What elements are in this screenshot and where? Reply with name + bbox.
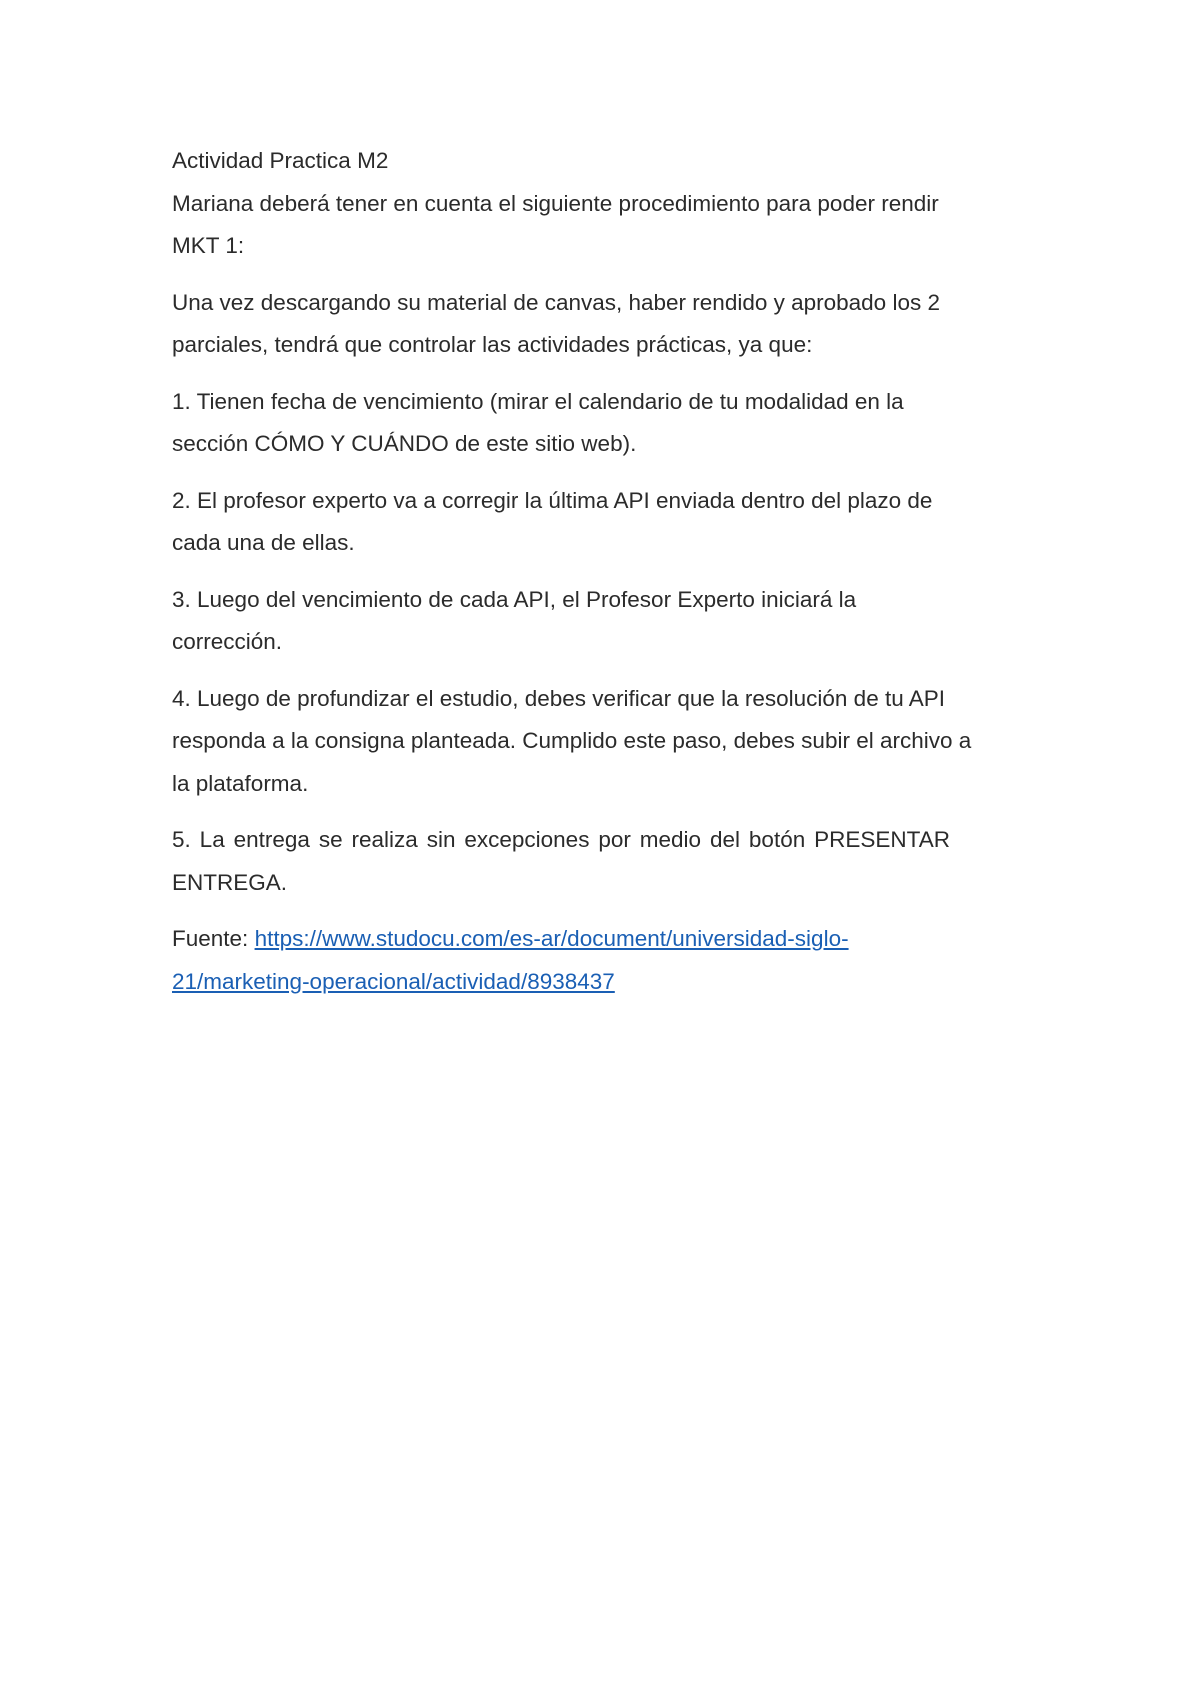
source-paragraph: [172, 918, 1022, 1003]
source-link-continuation[interactable]: 21/marketing-operacional/actividad/8938437: [172, 968, 615, 994]
source-line-1: [172, 918, 1022, 961]
source-link[interactable]: https://www.studocu.com/es-ar/document/universidad-siglo-: [254, 926, 849, 951]
intro-line-2: MKT 1:: [172, 233, 245, 258]
document-title: Actividad Practica M2: [172, 148, 389, 173]
paragraph-canvas: Una vez descargando su material de canvas, haber rendido y aprobado los 2 parciales, tendrá que controlar las actividades prácticas, ya que:: [172, 289, 940, 357]
list-item-2: 2. El profesor experto va a corregir la última API enviada dentro del plazo de cada una de ellas.: [172, 487, 933, 555]
intro-paragraph: [172, 183, 1022, 268]
document-body: [172, 140, 1022, 1017]
intro-line-1: Mariana deberá tener en cuenta el siguiente procedimiento para poder rendir: [172, 190, 939, 216]
source-line-2: [172, 961, 1022, 1004]
source-label: Fuente:: [172, 926, 255, 951]
list-item-1: 1. Tienen fecha de vencimiento (mirar el calendario de tu modalidad en la sección CÓMO Y CUÁNDO de este sitio web).: [172, 388, 904, 456]
list-item-3: 3. Luego del vencimiento de cada API, el Profesor Experto iniciará la corrección.: [172, 586, 857, 654]
list-item-4: 4. Luego de profundizar el estudio, debes verificar que la resolución de tu API responda a la consigna planteada. Cumplido este paso, debes subir el archivo a la plataforma.: [172, 685, 972, 796]
list-item-5: 5. La entrega se realiza sin excepciones por medio del botón PRESENTAR ENTREGA.: [172, 827, 950, 895]
